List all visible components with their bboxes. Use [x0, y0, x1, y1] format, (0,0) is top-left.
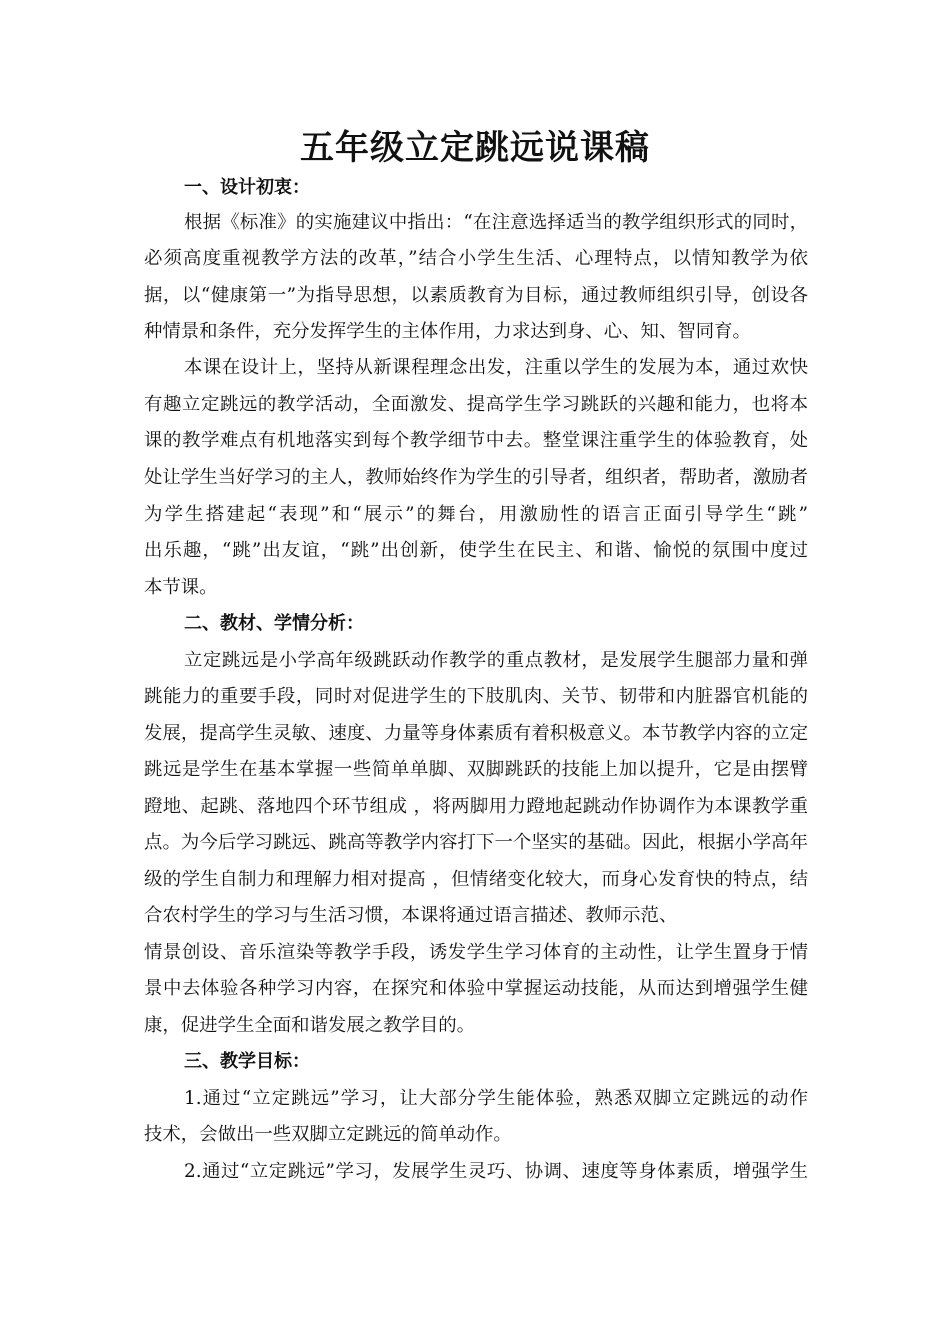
section-heading-goals: 三、教学目标： [184, 1051, 310, 1072]
paragraph-line: 蹬地、起跳、落地四个环节组成 ，将两脚用力蹬地起跳动作协调作为本课教学重 [144, 796, 808, 817]
paragraph-line: 跳能力的重要手段，同时对促进学生的下肢肌肉、关节、韧带和内脏器官机能的 [144, 686, 808, 707]
paragraph-line: 级的学生自制力和理解力相对提高 ，但情绪变化较大，而身心发育快的特点，结 [144, 869, 808, 890]
paragraph-line: 点。为今后学习跳远、跳高等教学内容打下一个坚实的基础。因此，根据小学高年 [144, 832, 808, 853]
paragraph-line: 据，以“健康第一”为指导思想，以素质教育为目标，通过教师组织引导，创设各 [144, 285, 808, 306]
paragraph-line: 根据《标准》的实施建议中指出：“在注意选择适当的教学组织形式的同时， [184, 212, 808, 233]
paragraph-line: 立定跳远是小学高年级跳跃动作教学的重点教材，是发展学生腿部力量和弹 [184, 650, 808, 671]
paragraph-line: 合农村学生的学习与生活习惯，本课将通过语言描述、教师示范、 [144, 905, 678, 926]
list-item-line: 1.通过“立定跳远”学习，让大部分学生能体验，熟悉双脚立定跳远的动作 [184, 1088, 808, 1109]
paragraph-line: 为学生搭建起“表现”和“展示”的舞台，用激励性的语言正面引导学生“跳” [144, 504, 808, 525]
paragraph-line: 处让学生当好学习的主人，教师始终作为学生的引导者，组织者，帮助者，激励者 [144, 467, 808, 488]
list-item-line: 2.通过“立定跳远”学习，发展学生灵巧、协调、速度等身体素质，增强学生 [184, 1161, 808, 1182]
paragraph-line: 出乐趣，“跳”出友谊，“跳”出创新，使学生在民主、和谐、愉悦的氛围中度过 [144, 540, 808, 561]
paragraph-line: 本节课。 [144, 577, 218, 598]
paragraph-line: 跳远是学生在基本掌握一些简单单脚、双脚跳跃的技能上加以提升，它是由摆臂 [144, 759, 808, 780]
section-heading-analysis: 二、教材、学情分析： [184, 613, 364, 634]
list-item-line: 技术，会做出一些双脚立定跳远的简单动作。 [144, 1124, 512, 1145]
paragraph-line: 必须高度重视教学方法的改革，”结合小学生生活、心理特点，以情知教学为依 [144, 248, 808, 269]
paragraph-line: 情景创设、音乐渲染等教学手段，诱发学生学习体育的主动性，让学生置身于情 [144, 942, 808, 963]
paragraph-line: 种情景和条件，充分发挥学生的主体作用，力求达到身、心、知、智同育。 [144, 321, 751, 342]
paragraph-line: 课的教学难点有机地落实到每个教学细节中去。整堂课注重学生的体验教育，处 [144, 430, 808, 451]
paragraph-line: 发展，提高学生灵敏、速度、力量等身体素质有着积极意义。本节教学内容的立定 [144, 723, 808, 744]
paragraph-line: 景中去体验各种学习内容，在探究和体验中掌握运动技能，从而达到增强学生健 [144, 978, 808, 999]
document-title: 五年级立定跳远说课稿 [300, 128, 650, 168]
paragraph-line: 康，促进学生全面和谐发展之教学目的。 [144, 1015, 476, 1036]
section-heading-design: 一、设计初衷： [184, 177, 310, 198]
paragraph-line: 有趣立定跳远的教学活动，全面激发、提高学生学习跳跃的兴趣和能力，也将本 [144, 394, 808, 415]
paragraph-line: 本课在设计上，坚持从新课程理念出发，注重以学生的发展为本，通过欢快 [184, 357, 808, 378]
